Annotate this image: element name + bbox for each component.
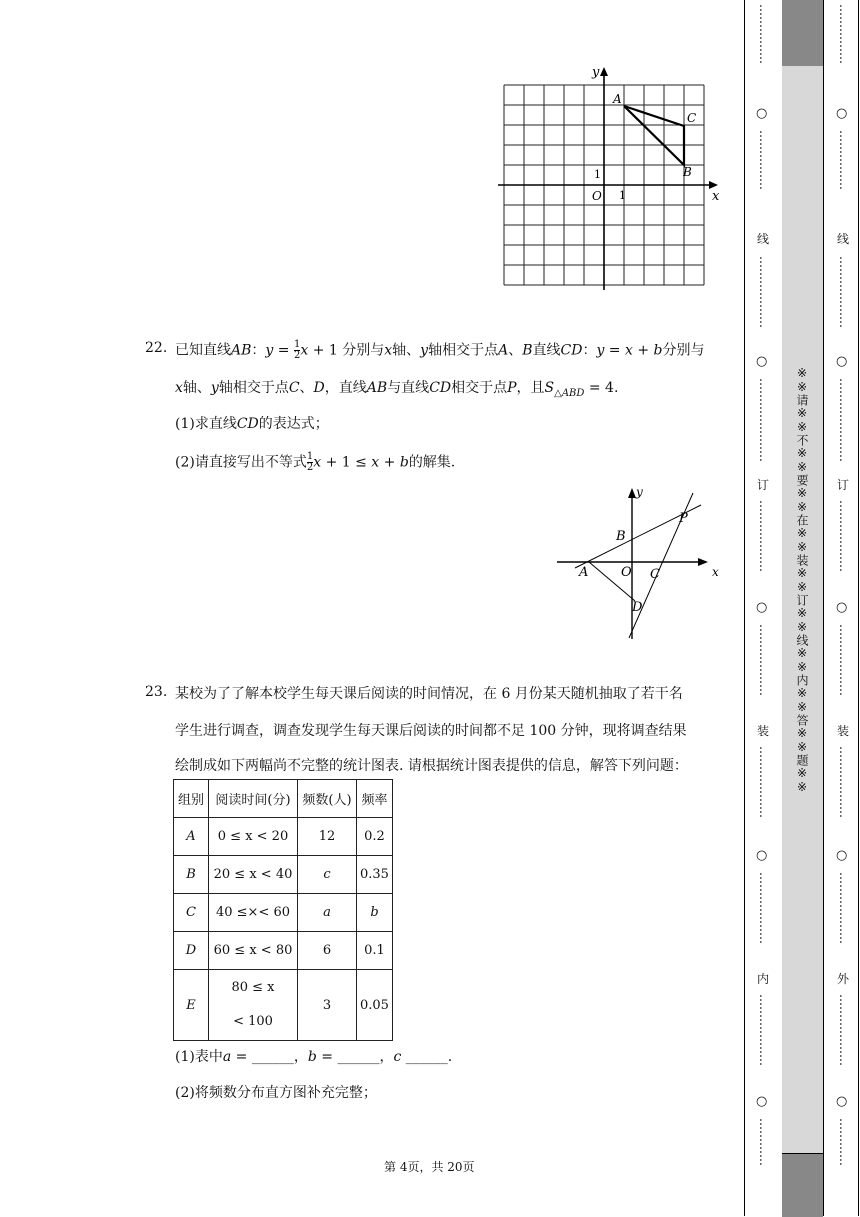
math-d: D <box>313 380 325 396</box>
numerator: 1 <box>293 339 301 350</box>
table-header-row <box>174 780 393 818</box>
text-run: . <box>613 380 619 396</box>
label-one-x: 1 <box>619 189 626 202</box>
text-run: 轴、 <box>392 342 421 359</box>
text-run: (2)请直接写出不等式 <box>175 454 307 471</box>
q23-line2: 学生进行调查，调查发现学生每天课后阅读的时间都不足 100 分钟，现将调查结果 <box>175 723 687 739</box>
math-y: y <box>210 380 219 396</box>
text-run: 相交于点 <box>451 380 508 396</box>
q22-line2 <box>175 378 618 404</box>
dot-run: ………………… <box>837 378 851 462</box>
text-run: 、 <box>508 342 523 359</box>
table-cell: D <box>174 932 209 970</box>
dot-run: …………… <box>837 4 851 64</box>
math-c: c <box>393 1049 402 1065</box>
text-run: + 1 分别与 <box>308 342 385 359</box>
math-y: y <box>265 342 274 359</box>
dot-run: ……………… <box>757 746 771 818</box>
seal-char: 内 <box>757 972 770 986</box>
math-ab: AB <box>231 342 252 359</box>
table-cell: B <box>174 856 209 894</box>
text-run: (1)求直线 <box>175 416 237 432</box>
label-origin: O <box>621 565 632 580</box>
dot-run: ……………… <box>757 256 771 328</box>
table-row <box>174 818 393 856</box>
text-run: = <box>316 1049 338 1065</box>
dot-run: ……………… <box>757 994 771 1066</box>
label-one-y: 1 <box>594 168 601 181</box>
label-x: x <box>712 189 720 204</box>
table-row <box>174 894 393 932</box>
table-cell: 40 ≤×< 60 <box>209 894 298 932</box>
header-cell: 频率 <box>357 780 393 818</box>
x-axis-arrow <box>698 558 708 566</box>
q23-line1: 某校为了了解本校学生每天课后阅读的时间情况，在 6 月份某天随机抽取了若干名 <box>175 686 683 702</box>
cell-line: < 100 <box>233 1014 273 1029</box>
text-run: 轴相交于点 <box>218 380 289 396</box>
text-run: 与直线 <box>387 380 430 396</box>
label-x: x <box>712 565 719 579</box>
table-cell: 12 <box>298 818 357 856</box>
cell-line: 80 ≤ x <box>231 980 275 995</box>
math-y: y <box>596 342 605 359</box>
math-b: b <box>399 454 409 471</box>
math-y: y <box>420 342 429 359</box>
circle-mark: ○ <box>836 354 848 369</box>
text-run: 直线 <box>532 342 561 359</box>
table-cell: A <box>174 818 209 856</box>
gray-band-top <box>782 0 823 67</box>
math-ab: AB <box>366 380 388 396</box>
label-c: C <box>650 567 660 582</box>
q23-sub1 <box>175 1047 452 1067</box>
dot-run: ……………… <box>837 994 851 1066</box>
circle-mark: ○ <box>836 1094 848 1109</box>
q23-sub2: (2)将频数分布直方图补充完整； <box>175 1085 377 1101</box>
label-origin: O <box>592 189 602 203</box>
math-cd: CD <box>236 416 259 432</box>
math-x: x <box>384 342 393 359</box>
answer-blank-a[interactable]: ______ <box>251 1049 294 1065</box>
denominator: 2 <box>306 462 314 473</box>
table-cell: a <box>298 894 357 932</box>
label-y: y <box>636 485 643 499</box>
y-axis-arrow <box>628 488 636 498</box>
table-cell: 0.1 <box>357 932 393 970</box>
seal-char: 装 <box>837 724 850 738</box>
dot-run: …………… <box>757 130 771 190</box>
text-run: (1)表中 <box>175 1049 223 1065</box>
table-cell: b <box>357 894 393 932</box>
circle-mark: ○ <box>836 600 848 615</box>
circle-mark: ○ <box>756 600 768 615</box>
math-a: A <box>498 342 509 359</box>
label-b: B <box>683 165 692 179</box>
numerator: 1 <box>306 451 314 462</box>
label-d: D <box>632 600 643 615</box>
circle-mark: ○ <box>756 1094 768 1109</box>
text-run: 的解集. <box>408 454 456 471</box>
q22-line1 <box>175 340 705 361</box>
table-row <box>174 932 393 970</box>
dot-run: ………… <box>757 1118 771 1166</box>
dots-col1 <box>757 0 771 1216</box>
dot-run: ……………… <box>757 500 771 572</box>
table-cell: E <box>174 970 209 1041</box>
gray-band-bottom <box>782 1153 823 1217</box>
table-cell: 20 ≤ x < 40 <box>209 856 298 894</box>
q21-grid-figure <box>496 62 728 294</box>
math-p: P <box>507 380 517 396</box>
text-run: 的表达式； <box>258 416 329 432</box>
table-cell: 0.35 <box>357 856 393 894</box>
text-run: ： <box>582 342 597 359</box>
label-b: B <box>616 529 626 544</box>
frequency-table <box>173 779 393 1041</box>
circle-mark: ○ <box>756 354 768 369</box>
label-c: C <box>687 111 697 125</box>
math-cd: CD <box>560 342 583 359</box>
circle-mark: ○ <box>756 106 768 121</box>
dot-run: ……………… <box>837 500 851 572</box>
text-run: + <box>379 454 400 471</box>
seal-char: 订 <box>837 478 850 492</box>
math-x: x <box>371 454 380 471</box>
math-b: b <box>653 342 663 359</box>
table-cell: 6 <box>298 932 357 970</box>
text-run: = <box>604 342 625 359</box>
page-footer: 第 4页，共 20页 <box>384 1160 475 1174</box>
label-a: A <box>579 565 589 580</box>
math-x: x <box>300 342 309 359</box>
math-s: S <box>544 380 555 396</box>
table-cell: 0.05 <box>357 970 393 1041</box>
seal-char: 订 <box>757 478 770 492</box>
text-run: 轴相交于点 <box>428 342 499 359</box>
denominator: 2 <box>293 350 301 361</box>
header-cell: 阅读时间(分) <box>209 780 298 818</box>
math-cd: CD <box>429 380 452 396</box>
header-cell: 频数(人) <box>298 780 357 818</box>
dot-run: …………… <box>837 130 851 190</box>
answer-blank-b[interactable]: ______ <box>337 1049 380 1065</box>
table-cell: 3 <box>298 970 357 1041</box>
triangle-abc <box>624 106 684 165</box>
text-run: 轴、 <box>182 380 211 396</box>
seal-char: 线 <box>837 232 850 246</box>
dot-run: ……………… <box>837 624 851 696</box>
dot-run: …………… <box>757 4 771 64</box>
table-cell: C <box>174 894 209 932</box>
seal-char: 装 <box>757 724 770 738</box>
label-a: A <box>613 92 622 106</box>
table-cell: 0 ≤ x < 20 <box>209 818 298 856</box>
q23-number: 23. <box>145 684 168 700</box>
table-cell: c <box>298 856 357 894</box>
table-row <box>174 856 393 894</box>
math-subscript: △ABD <box>554 387 585 399</box>
dot-run: ………………… <box>757 378 771 462</box>
circle-mark: ○ <box>756 848 768 863</box>
math-a: a <box>222 1049 232 1065</box>
text-run: ， <box>379 1049 394 1065</box>
math-x: x <box>313 454 322 471</box>
math-c: C <box>288 380 300 396</box>
table-row <box>174 970 393 1041</box>
seal-char: 线 <box>757 232 770 246</box>
dot-run: ……………… <box>757 872 771 944</box>
text-run: = <box>231 1049 252 1065</box>
q22-number: 22. <box>145 340 168 356</box>
header-cell: 组别 <box>174 780 209 818</box>
text-run: ，且 <box>516 380 545 396</box>
text-run: = <box>273 342 294 359</box>
x-axis-arrow <box>709 181 718 189</box>
label-y: y <box>592 65 600 80</box>
q22-sub1 <box>175 414 329 434</box>
text-run: 分别与 <box>662 342 705 359</box>
seal-char: 外 <box>837 972 850 986</box>
answer-blank-c[interactable]: ______ <box>405 1049 448 1065</box>
q22-sub2 <box>175 452 455 473</box>
circle-mark: ○ <box>836 106 848 121</box>
label-p: P <box>679 511 688 526</box>
table-cell-two-line <box>209 970 298 1041</box>
text-run: + <box>632 342 654 359</box>
math-x: x <box>625 342 633 359</box>
text-run: + 1 ≤ <box>321 454 372 471</box>
math-x: x <box>175 380 183 396</box>
text-run: . <box>447 1049 453 1065</box>
circle-mark: ○ <box>836 848 848 863</box>
math-b: b <box>307 1049 317 1065</box>
dot-run: ………… <box>837 1118 851 1166</box>
binding-margin <box>744 0 860 1216</box>
table-cell: 0.2 <box>357 818 393 856</box>
text-run: ， <box>293 1049 308 1065</box>
text-run: 已知直线 <box>175 342 231 359</box>
q23-line3: 绘制成如下两幅尚不完整的统计图表. 请根据统计图表提供的信息，解答下列问题： <box>175 758 688 774</box>
text-run: ，直线 <box>324 380 367 396</box>
text-run: = 4 <box>584 380 614 396</box>
q22-lines-figure <box>555 484 727 644</box>
dot-run: ……………… <box>837 256 851 328</box>
dots-col2 <box>837 0 851 1216</box>
table-cell: 60 ≤ x < 80 <box>209 932 298 970</box>
math-b: B <box>522 342 533 359</box>
inner-strip-warning: ※※请※※不※※要※※在※※装※※订※※线※※内※※答※※题※※ <box>795 366 809 794</box>
text-run: ： <box>251 342 266 359</box>
dot-run: ……………… <box>757 624 771 696</box>
y-axis-arrow <box>600 67 608 76</box>
dot-run: ……………… <box>837 872 851 944</box>
dot-run: ……………… <box>837 746 851 818</box>
text-run: 、 <box>299 380 314 396</box>
